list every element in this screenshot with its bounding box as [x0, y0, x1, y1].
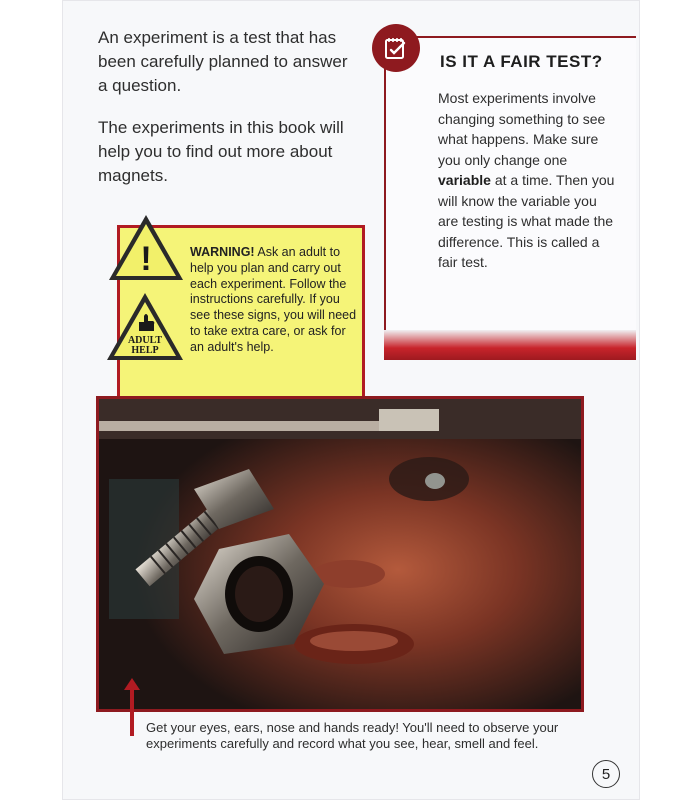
adult-help-sign-icon [104, 290, 186, 364]
fair-test-keyword: variable [438, 172, 491, 188]
checklist-icon [372, 24, 420, 72]
child-looking-through-nut-photo [99, 399, 581, 709]
photo-caption: Get your eyes, ears, nose and hands ready! You'll need to observe your experiments carefully and record what you see, hear, smell and feel. [146, 720, 559, 751]
warning-sign-icon [106, 212, 186, 284]
caption-arrow-icon [124, 678, 140, 690]
experiment-photo [96, 396, 584, 712]
fair-test-body-part-2: at a time. Then you will know the variable you are testing is what made the difference. This is called a fair test. [438, 172, 615, 270]
fair-test-title: IS IT A FAIR TEST? [440, 52, 603, 71]
warning-body: Ask an adult to help you plan and carry out each experiment. Follow the instructions carefully. If you see these signs, you will need to take extra care, or ask for an adult's help. [190, 245, 357, 354]
intro-paragraph-2: The experiments in this book will help you to find out more about magnets. [98, 118, 344, 185]
intro-paragraph-1: An experiment is a test that has been carefully planned to answer a question. [98, 28, 348, 95]
warning-sign-symbol: ! [140, 240, 152, 278]
adult-help-label-2: HELP [131, 345, 159, 356]
fair-test-body-part-1: Most experiments involve changing something to see what happens. Make sure you only change one [438, 90, 606, 168]
caption-pointer [130, 684, 134, 736]
fair-test-box-footer [384, 330, 636, 360]
warning-heading: WARNING! [190, 245, 255, 259]
page-number: 5 [592, 760, 620, 788]
fair-test-body [438, 88, 618, 273]
adult-help-label-1: ADULT [127, 335, 163, 346]
warning-text [190, 245, 358, 356]
